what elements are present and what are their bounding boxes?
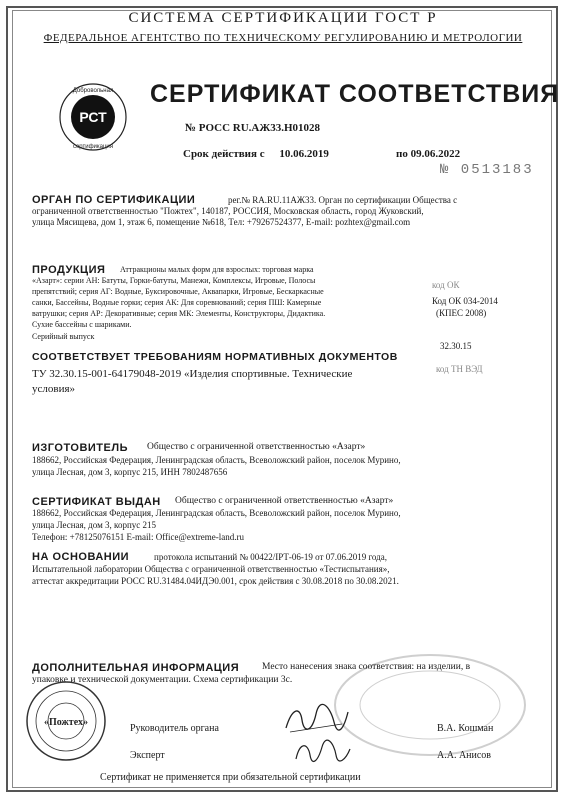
agency-name: ФЕДЕРАЛЬНОЕ АГЕНТСТВО ПО ТЕХНИЧЕСКОМУ РЕГУЛИРОВАНИЮ И МЕТРОЛОГИИ bbox=[43, 32, 523, 44]
basis-line-3: аттестат аккредитации РОСС RU.31484.04ИДЭ0.001, срок действия с 30.08.2018 по 30.08.2021. bbox=[32, 576, 399, 586]
issued-line-4: Телефон: +78125076151 E-mail: Office@extreme-land.ru bbox=[32, 532, 245, 542]
logo-bottom-text: сертификация bbox=[72, 144, 114, 150]
logo-center-text: РСТ bbox=[79, 109, 107, 125]
head-name: В.А. Кошман bbox=[437, 723, 494, 734]
additional-line-1: Место нанесения знака соответствия: на изделии, в bbox=[262, 662, 471, 672]
organ-stamp-icon bbox=[25, 680, 107, 762]
manufacturer-line-2: 188662, Российская Федерация, Ленинградская область, Всеволожский район, поселок Мурино, bbox=[32, 455, 401, 465]
conformity-line-1: ТУ 32.30.15-001-64179048-2019 «Изделия спортивные. Технические bbox=[32, 368, 353, 380]
head-label: Руководитель органа bbox=[130, 723, 219, 734]
product-heading: ПРОДУКЦИЯ bbox=[32, 264, 106, 276]
okpd-value: 32.30.15 bbox=[440, 341, 472, 351]
serial-number: № 0513183 bbox=[440, 162, 534, 178]
validity-period bbox=[183, 148, 461, 160]
issued-heading: СЕРТИФИКАТ ВЫДАН bbox=[32, 496, 161, 508]
conformity-heading: СООТВЕТСТВУЕТ ТРЕБОВАНИЯМ НОРМАТИВНЫХ ДОКУМЕНТОВ bbox=[32, 351, 398, 363]
product-line-4: санки, Бассейны, Водные горки; серия АК: Для соревнований; серия ПШ: Камерные bbox=[32, 298, 322, 307]
head-signature-icon bbox=[282, 702, 352, 736]
okpd-label: Код ОК 034-2014 bbox=[432, 296, 498, 306]
stamp-text: «Пожтех» bbox=[44, 717, 88, 728]
issued-line-3: улица Лесная, дом 3, корпус 215 bbox=[32, 520, 157, 530]
product-line-3: препятствий; серия АГ: Водные, Буксировочные, Аквапарки, Игровые, Бескаркасные bbox=[32, 287, 324, 296]
validity-label: Срок действия с bbox=[183, 148, 265, 160]
footer-note: Сертификат не применяется при обязательной сертификации bbox=[100, 772, 361, 783]
issued-line-1: Общество с ограниченной ответственностью «Азарт» bbox=[175, 496, 394, 506]
additional-heading: ДОПОЛНИТЕЛЬНАЯ ИНФОРМАЦИЯ bbox=[32, 662, 240, 674]
conformity-line-2: условия» bbox=[32, 383, 76, 395]
organ-line-1: рег.№ RA.RU.11АЖ33. Орган по сертификации Общества с bbox=[228, 195, 458, 205]
basis-line-2: Испытательной лаборатории Общества с ограниченной ответственностью «Тестиспытания», bbox=[32, 564, 390, 574]
manufacturer-line-1: Общество с ограниченной ответственностью «Азарт» bbox=[147, 442, 366, 452]
certificate-number: № РОСС RU.АЖ33.Н01028 bbox=[185, 122, 321, 134]
expert-label: Эксперт bbox=[130, 750, 165, 761]
valid-to: 09.06.2022 bbox=[410, 148, 461, 160]
logo-top-text: Добровольная bbox=[72, 88, 114, 94]
product-line-5: ватрушки; серия АР: Декоративные; серия МК: Элементы, Конструкторы, Дидактика. bbox=[32, 309, 326, 318]
system-title: СИСТЕМА СЕРТИФИКАЦИИ ГОСТ Р bbox=[128, 10, 438, 26]
expert-name: А.А. Анисов bbox=[437, 750, 492, 761]
tnved-label: код ТН ВЭД bbox=[436, 364, 483, 374]
product-line-7: Серийный выпуск bbox=[32, 332, 95, 341]
valid-from: 10.06.2019 bbox=[279, 148, 329, 160]
organ-line-2: ограниченной ответственностью "Пожтех", 140187, РОССИЯ, Московская область, город Жуковский, bbox=[32, 206, 424, 216]
product-line-6: Сухие бассейны с шариками. bbox=[32, 320, 132, 329]
additional-line-2: упаковке и технической документации. Схема сертификации 3с. bbox=[32, 675, 293, 685]
code-label: код ОК bbox=[432, 280, 460, 290]
rst-logo-icon bbox=[58, 82, 128, 152]
manufacturer-heading: ИЗГОТОВИТЕЛЬ bbox=[32, 442, 128, 454]
organ-line-3: улица Мясищева, дом 1, этаж 6, помещение №618, Тел: +79267524377, E-mail: pozhtex@gmail.com bbox=[32, 217, 411, 227]
product-line-1: Аттракционы малых форм для взрослых: торговая марка bbox=[120, 265, 314, 274]
okpd-sub: (КПЕС 2008) bbox=[436, 308, 487, 318]
manufacturer-line-3: улица Лесная, дом 3, корпус 215, ИНН 7802487656 bbox=[32, 467, 228, 477]
basis-line-1: протокола испытаний № 00422/IРТ-06-19 от 07.06.2019 года, bbox=[154, 552, 387, 562]
organ-heading: ОРГАН ПО СЕРТИФИКАЦИИ bbox=[32, 194, 196, 206]
certificate-title: СЕРТИФИКАТ СООТВЕТСТВИЯ bbox=[150, 80, 560, 108]
expert-signature-icon bbox=[292, 737, 354, 765]
to-label: по bbox=[396, 148, 408, 160]
valid-to-group bbox=[396, 148, 460, 160]
product-line-2: «Азарт»: серии АН: Батуты, Горки-батуты, Манежи, Комплексы, Игровые, Полосы bbox=[32, 276, 316, 285]
basis-heading: НА ОСНОВАНИИ bbox=[32, 551, 130, 563]
issued-line-2: 188662, Российская Федерация, Ленинградская область, Всеволожский район, поселок Мурино, bbox=[32, 508, 401, 518]
